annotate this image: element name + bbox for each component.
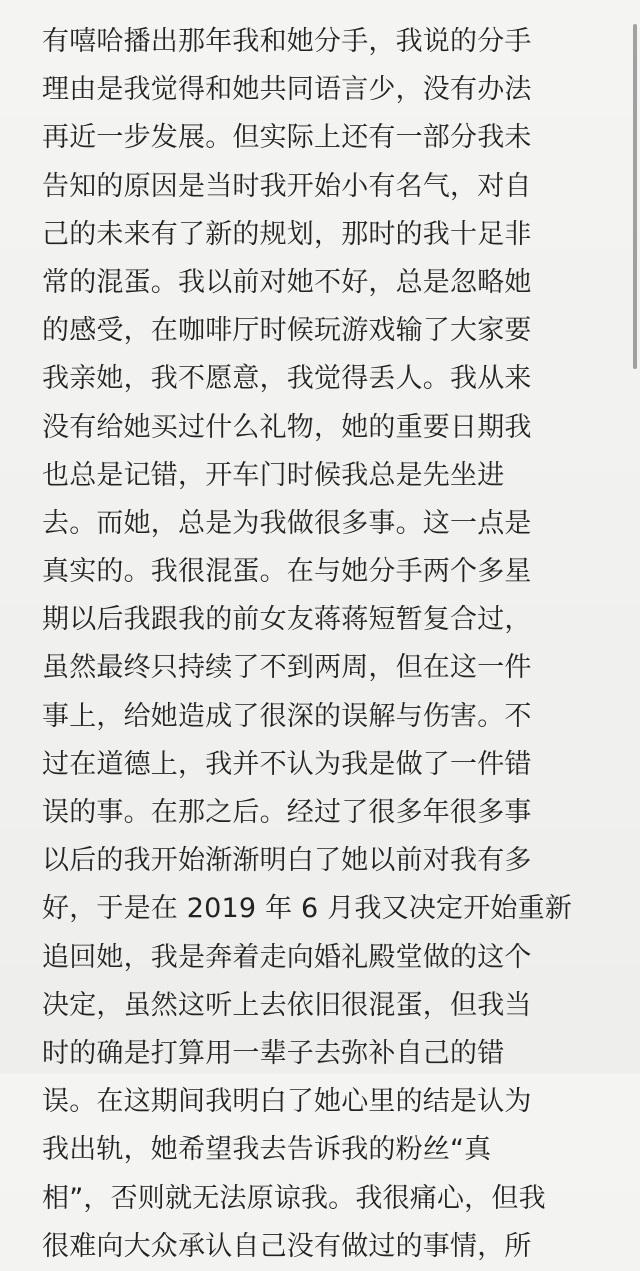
note-line: 己的未来有了新的规划，那时的我十足非 xyxy=(42,218,532,250)
note-line: 再近一步发展。但实际上还有一部分我未 xyxy=(42,122,532,154)
note-line: 相”，否则就无法原谅我。我很痛心，但我 xyxy=(42,1182,546,1214)
note-line: 告知的原因是当时我开始小有名气，对自 xyxy=(42,170,532,202)
note-line: 追回她，我是奔着走向婚礼殿堂做的这个 xyxy=(42,941,532,973)
note-line: 期以后我跟我的前女友蒋蒋短暂复合过， xyxy=(42,604,532,636)
note-line: 误。在这期间我明白了她心里的结是认为 xyxy=(42,1086,532,1118)
note-line: 没有给她买过什么礼物，她的重要日期我 xyxy=(42,411,532,443)
note-line: 去。而她，总是为我做很多事。这一点是 xyxy=(42,507,532,539)
note-line: 时的确是打算用一辈子去弥补自己的错 xyxy=(42,1037,505,1069)
note-line: 好，于是在 2019 年 6 月我又决定开始重新 xyxy=(42,893,573,925)
note-body xyxy=(42,18,587,1271)
note-line: 事上，给她造成了很深的误解与伤害。不 xyxy=(42,700,532,732)
note-line: 我亲她，我不愿意，我觉得丢人。我从来 xyxy=(42,363,532,395)
note-line: 真实的。我很混蛋。在与她分手两个多星 xyxy=(42,556,532,588)
note-line: 以后的我开始渐渐明白了她以前对我有多 xyxy=(42,845,532,877)
note-line: 我出轨，她希望我去告诉我的粉丝“真 xyxy=(42,1134,492,1166)
note-line: 虽然最终只持续了不到两周，但在这一件 xyxy=(42,652,532,684)
note-line: 有嘻哈播出那年我和她分手，我说的分手 xyxy=(42,26,532,57)
scroll-indicator[interactable] xyxy=(633,24,637,369)
note-line: 也总是记错，开车门时候我总是先坐进 xyxy=(42,459,505,491)
note-line: 决定，虽然这听上去依旧很混蛋，但我当 xyxy=(42,989,532,1021)
note-line: 理由是我觉得和她共同语言少，没有办法 xyxy=(42,74,532,106)
note-line: 过在道德上，我并不认为我是做了一件错 xyxy=(42,748,532,780)
note-line: 常的混蛋。我以前对她不好，总是忽略她 xyxy=(42,266,532,298)
note-line: 误的事。在那之后。经过了很多年很多事 xyxy=(42,797,532,828)
note-line: 很难向大众承认自己没有做过的事情，所 xyxy=(42,1230,532,1262)
note-line: 的感受，在咖啡厅时候玩游戏输了大家要 xyxy=(42,315,532,347)
